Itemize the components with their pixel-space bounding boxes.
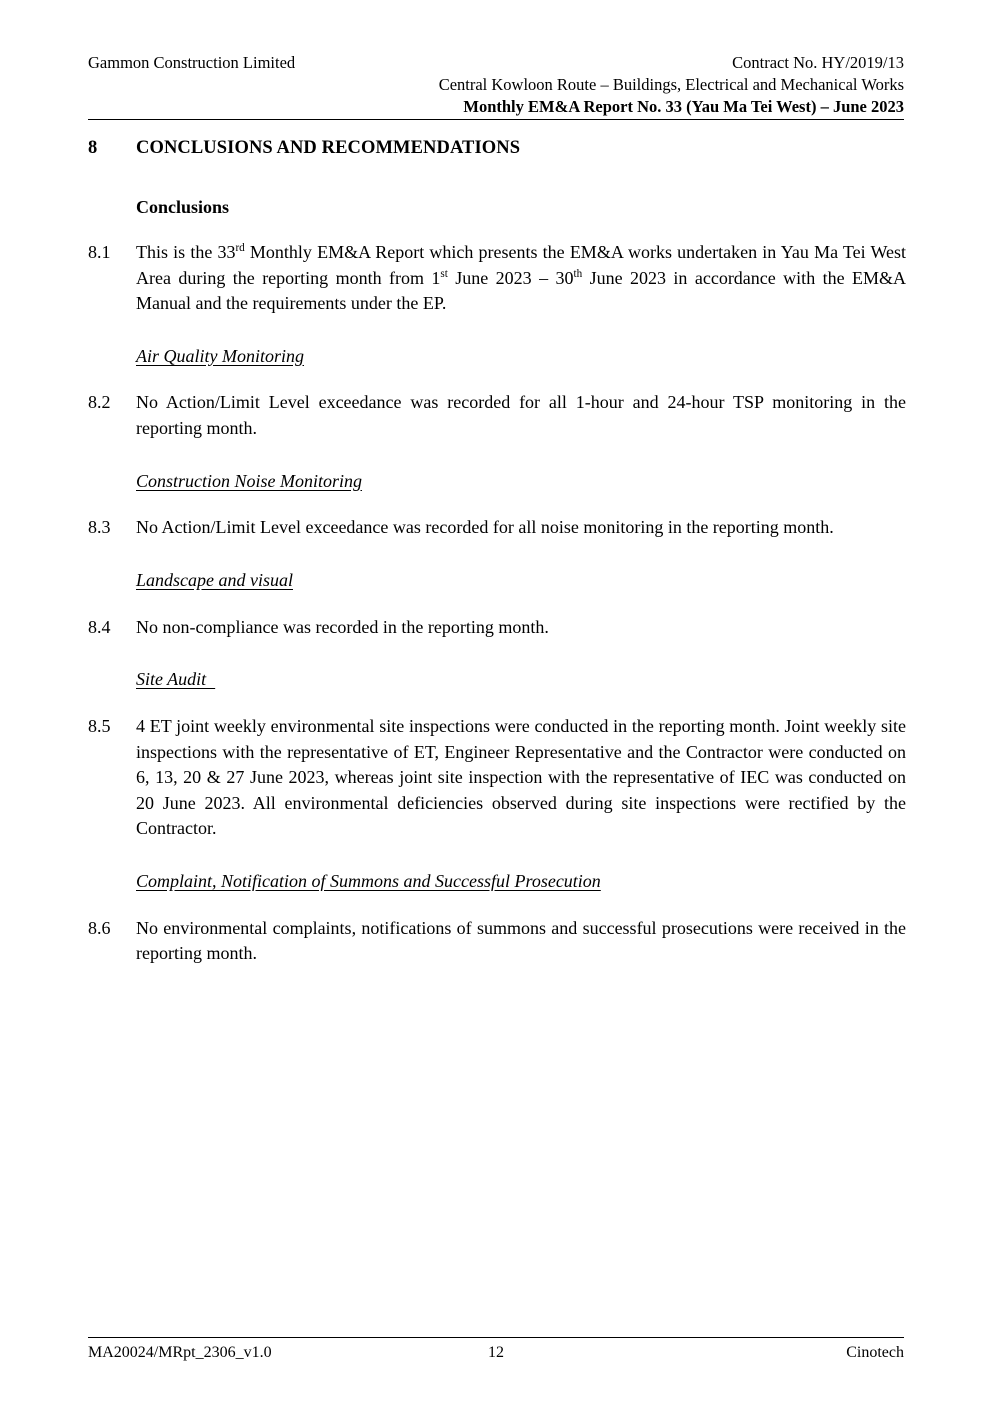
paragraph-number: 8.6 [88, 917, 111, 938]
header-report-line: Monthly EM&A Report No. 33 (Yau Ma Tei West) – June 2023 [463, 96, 904, 116]
footer-page-number: 12 [488, 1344, 504, 1361]
section-title-text: CONCLUSIONS AND RECOMMENDATIONS [136, 138, 521, 158]
subheading-landscape-wrap [88, 541, 906, 593]
p81-sup-st: st [440, 267, 448, 280]
footer-divider [88, 1337, 904, 1338]
paragraph-8-4 [88, 615, 906, 641]
section-heading [88, 138, 906, 159]
paragraph-number: 8.5 [88, 716, 111, 737]
header-top-row [88, 52, 904, 74]
subheading-site-audit-wrap [88, 640, 906, 692]
paragraph-text: No non-compliance was recorded in the reporting month. [136, 616, 549, 637]
paragraph-text: No environmental complaints, notifications of summons and successful prosecutions were received in the reporting month. [136, 917, 906, 964]
paragraph-number: 8.2 [88, 392, 111, 413]
header-project-line: Central Kowloon Route – Buildings, Electrical and Mechanical Works [438, 74, 904, 94]
subheading-conclusions: Conclusions [136, 197, 230, 217]
paragraph-8-3 [88, 515, 906, 541]
subheading-construction-noise-wrap [88, 442, 906, 494]
document-body [88, 138, 906, 967]
paragraph-text: No Action/Limit Level exceedance was recorded for all 1-hour and 24-hour TSP monitoring in the reporting month. [136, 392, 906, 438]
subheading-construction-noise: Construction Noise Monitoring [136, 470, 363, 491]
paragraph-8-5 [88, 714, 906, 842]
subheading-landscape: Landscape and visual [136, 569, 293, 590]
subheading-complaint-wrap [88, 842, 906, 894]
p81-part3: June 2023 – 30 [447, 267, 574, 288]
p81-part4: June 2023 in accordance with the EM&A Manual and the requirements under the EP. [136, 267, 907, 314]
subheading-site-audit: Site Audit [136, 669, 216, 690]
paragraph-8-2 [88, 390, 906, 441]
p81-sup-th: th [573, 267, 583, 280]
p81-part2: Monthly EM&A Report which presents the EM&A works undertaken in Yau Ma Tei West Area during the reporting month from 1 [136, 242, 906, 288]
page-header [88, 52, 904, 120]
subheading-complaint: Complaint, Notification of Summons and Successful Prosecution [136, 870, 601, 891]
paragraph-number: 8.1 [88, 242, 111, 262]
p81-sup-rd: rd [235, 242, 245, 254]
paragraph-number: 8.3 [88, 517, 111, 538]
subheading-air-quality: Air Quality Monitoring [136, 345, 304, 366]
header-company-name: Gammon Construction Limited [88, 53, 296, 72]
footer-document-reference: MA20024/MRpt_2306_v1.0 [88, 1344, 272, 1361]
paragraph-text [136, 240, 906, 317]
page-footer [88, 1337, 904, 1362]
p81-part1: This is the 33 [136, 242, 236, 262]
paragraph-8-6 [88, 916, 906, 967]
footer-row [88, 1344, 904, 1362]
footer-consultant-name: Cinotech [846, 1344, 904, 1361]
paragraph-text: 4 ET joint weekly environmental site inspections were conducted in the reporting month. Joint weekly site inspections with the representative of ET, Engineer Representative and the Contractor were conducted on 6, 13, 20 & 27 June 2023, whereas joint site inspection with the representative of IEC was conducted on 20 June 2023. All environmental deficiencies observed during site inspections were rectified by the Contractor. [136, 716, 906, 839]
header-divider [88, 119, 904, 120]
section-number: 8 [88, 138, 98, 158]
paragraph-text: No Action/Limit Level exceedance was recorded for all noise monitoring in the reporting month. [136, 517, 834, 538]
paragraph-number: 8.4 [88, 616, 111, 637]
subheading-air-quality-wrap [88, 317, 906, 369]
paragraph-8-1 [88, 240, 906, 317]
header-contract-number: Contract No. HY/2019/13 [732, 53, 904, 72]
